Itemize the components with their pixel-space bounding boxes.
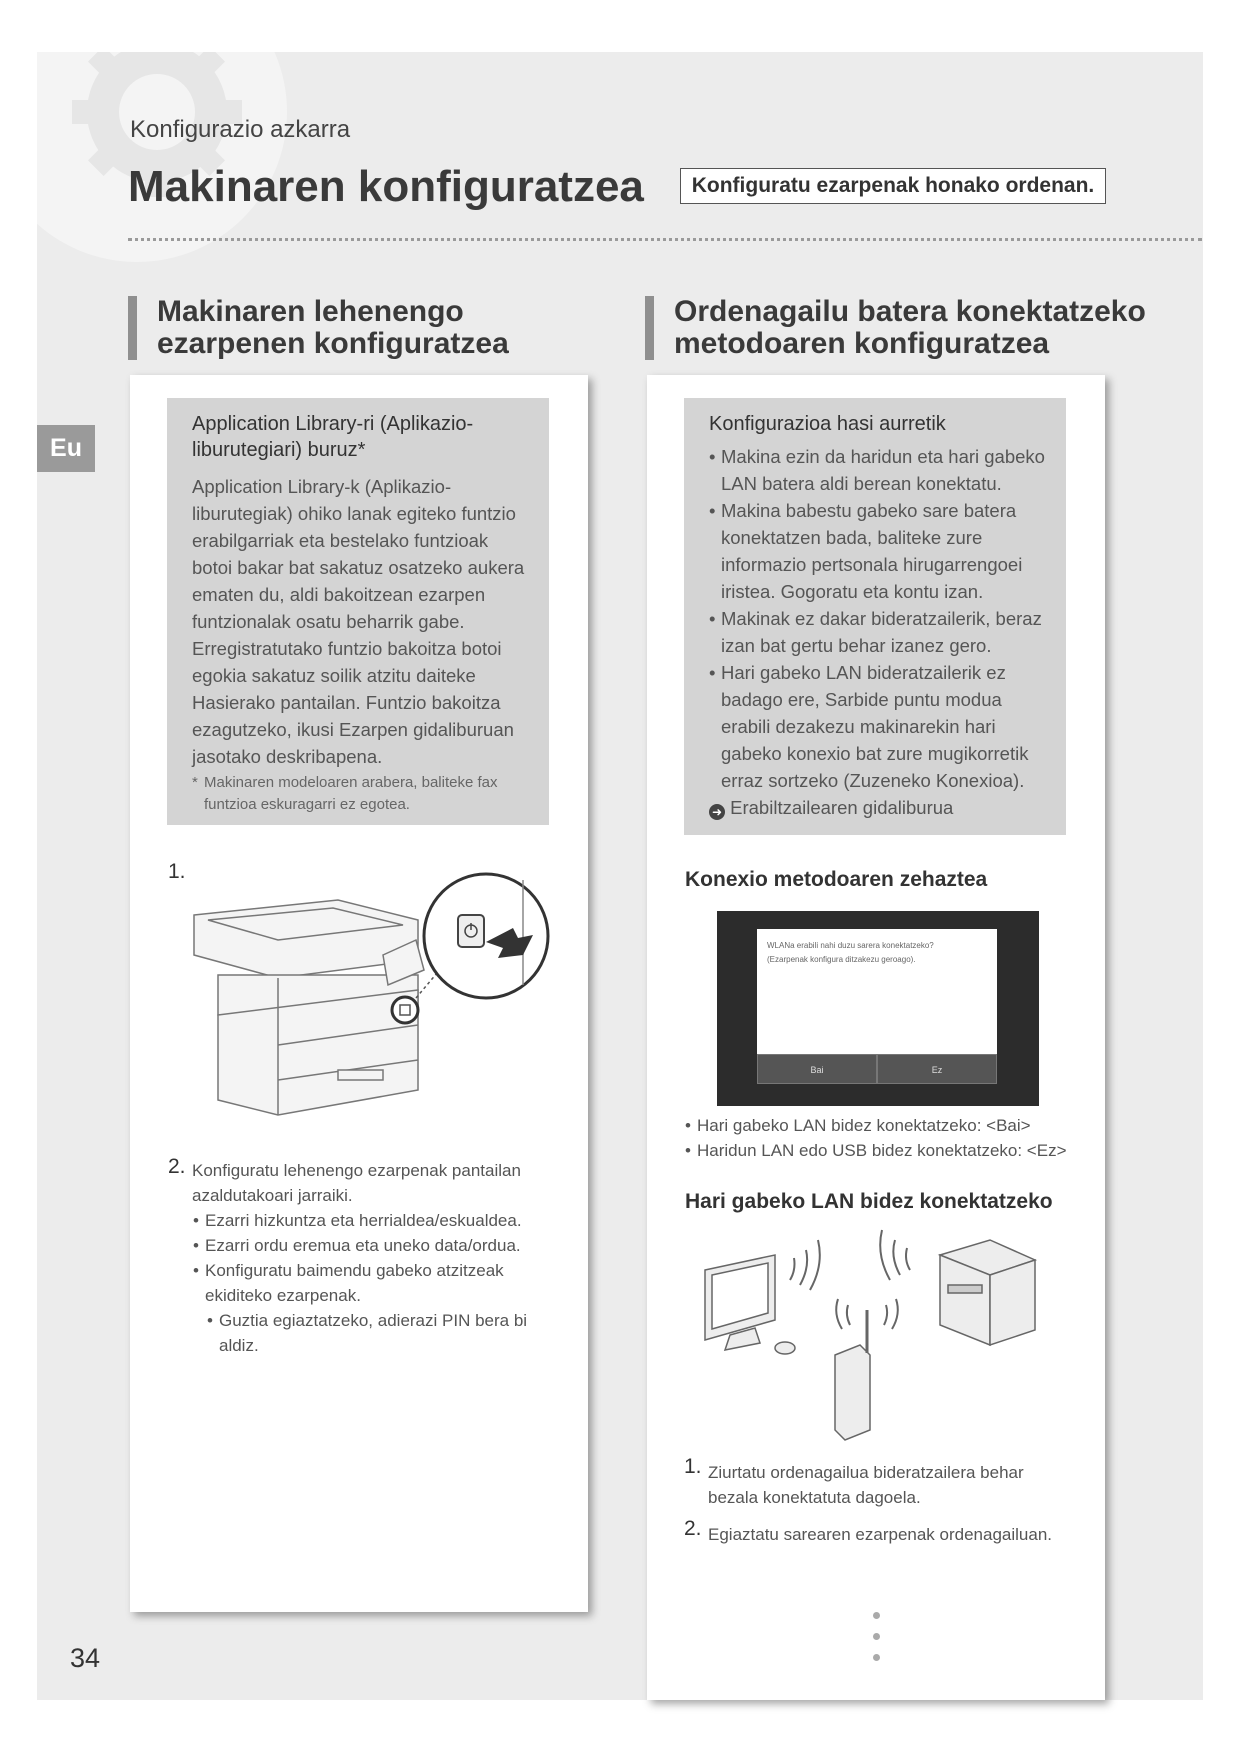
bullet-line: • Makinak ez dakar bideratzailerik, beraz — [721, 608, 1042, 629]
bullet-line: aldiz. — [219, 1336, 259, 1355]
method-bullet: • Hari gabeko LAN bidez konektatzeko: <Bai> — [685, 1113, 1085, 1138]
device-screen-mockup — [717, 911, 1039, 1106]
step-1-number: 1. — [168, 860, 186, 883]
wireless-step-1-number: 1. — [684, 1455, 702, 1478]
bullet-line: • Guztia egiaztatzeko, adierazi PIN bera bi — [219, 1311, 528, 1330]
body-line: Application Library-k (Aplikazio- — [192, 476, 452, 497]
no-button[interactable]: Ez — [877, 1054, 997, 1084]
arrow-right-icon: ➜ — [709, 804, 725, 820]
divider — [128, 238, 1202, 241]
bullet-line: • Hari gabeko LAN bideratzailerik ez — [721, 662, 1006, 683]
bullet-line: ekiditeko ezarpenak. — [205, 1286, 361, 1305]
user-guide-link[interactable] — [709, 794, 1059, 821]
bullet-line: izan bat gertu behar izanez gero. — [721, 635, 992, 656]
step-line: azaldutakoari jarraiki. — [192, 1186, 353, 1205]
language-tab: Eu — [37, 425, 95, 472]
bullet-line: erraz sortzeko (Zuzeneko Konexioa). — [721, 770, 1025, 791]
bullet-line: • Makina babestu gabeko sare batera — [721, 500, 1017, 521]
connection-method-options — [685, 1113, 1085, 1163]
info-bullet — [709, 659, 1059, 794]
screen-question: WLANa erabili nahi duzu sarera konektatzeko? — [767, 941, 934, 950]
bullet-line: konektatzen bada, baliteke zure — [721, 527, 983, 548]
application-library-info-box — [167, 398, 549, 825]
body-line: jasotako deskribapena. — [192, 746, 383, 767]
bullet-line: badago ere, Sarbide puntu modua — [721, 689, 1002, 710]
wireless-step-2-text: Egiaztatu sarearen ezarpenak ordenagailuan. — [708, 1525, 1053, 1544]
body-line: Erregistratutako funtzio bakoitza botoi — [192, 638, 502, 659]
step-2-number: 2. — [168, 1155, 186, 1178]
footnote — [192, 772, 532, 816]
body-line: Hasierako pantailan. Funtzio bakoitza — [192, 692, 501, 713]
continuation-dots — [873, 1612, 881, 1675]
connection-method-title: Konexio metodoaren zehaztea — [685, 868, 988, 891]
link-label: Erabiltzailearen gidaliburua — [730, 797, 954, 818]
body-line: erabilgarriak eta bestelako funtzioak — [192, 530, 489, 551]
body-line: liburutegiak) ohiko lanak egiteko funtzio — [192, 503, 516, 524]
info-bullet — [709, 443, 1059, 497]
note-line: * Makinaren modeloaren arabera, baliteke fax — [204, 774, 498, 791]
info-box-body — [192, 473, 532, 770]
body-line: egokia sakatuz soilik atzitu daiteke — [192, 665, 476, 686]
info-bullet — [709, 497, 1059, 605]
order-note: Konfiguratu ezarpenak honako ordenan. — [680, 168, 1106, 204]
heading-line: metodoaren konfiguratzea — [674, 327, 1050, 360]
bullet-line: • Makina ezin da haridun eta hari gabeko — [721, 446, 1045, 467]
yes-button[interactable]: Bai — [757, 1054, 877, 1084]
info-box-title: Konfigurazioa hasi aurretik — [709, 413, 946, 435]
title-line: Application Library-ri (Aplikazio- — [192, 413, 474, 435]
section-subtitle: Konfigurazio azkarra — [130, 116, 351, 143]
page-title: Makinaren konfiguratzea — [128, 162, 644, 211]
bullet-line: • Konfiguratu baimendu gabeko atzitzeak — [205, 1261, 504, 1280]
step-line: Ziurtatu ordenagailua bideratzailera behar — [708, 1463, 1024, 1482]
page-number: 34 — [70, 1643, 101, 1673]
body-line: funtzionalak osatu beharrik gabe. — [192, 611, 465, 632]
step-sub-bullet — [207, 1308, 562, 1358]
title-line: liburutegiari) buruz* — [192, 439, 366, 461]
step-2-instructions — [192, 1158, 562, 1358]
screen-dialog — [757, 929, 997, 1064]
step-bullet: • Ezarri ordu eremua eta uneko data/ordua. — [193, 1233, 562, 1258]
note-line: funtzioa eskuragarri ez egotea. — [204, 796, 410, 813]
step-bullet: • Ezarri hizkuntza eta herrialdea/eskualdea. — [193, 1208, 562, 1233]
printer-power-illustration — [188, 860, 553, 1130]
dot — [873, 1633, 880, 1640]
screen-question: (Ezarpenak konfigura ditzakezu geroago). — [767, 955, 916, 964]
dot — [873, 1612, 880, 1619]
body-line: ezagutzeko, ikusi Ezarpen gidaliburuan — [192, 719, 514, 740]
step-line: Konfiguratu lehenengo ezarpenak pantailan — [192, 1161, 521, 1180]
bullet-line: LAN batera aldi berean konektatu. — [721, 473, 1002, 494]
step-bullet — [193, 1258, 562, 1308]
wireless-network-illustration — [700, 1225, 1060, 1445]
wireless-step-1-text — [708, 1460, 1098, 1510]
bullet-line: informazio pertsonala hirugarrengoei — [721, 554, 1023, 575]
info-bullet — [709, 605, 1059, 659]
info-box-bullets — [709, 443, 1059, 821]
left-section-heading — [128, 296, 509, 360]
body-line: ematen du, aldi bakoitzean ezarpen — [192, 584, 486, 605]
right-section-heading — [645, 296, 1146, 360]
wireless-step-2-number: 2. — [684, 1517, 702, 1540]
wireless-connection-title: Hari gabeko LAN bidez konektatzeko — [685, 1190, 1053, 1213]
info-box-title — [192, 411, 532, 463]
method-bullet: • Haridun LAN edo USB bidez konektatzeko: <Ez> — [685, 1138, 1085, 1163]
before-setup-info-box — [684, 398, 1066, 835]
step-line: bezala konektatuta dagoela. — [708, 1488, 921, 1507]
heading-line: Makinaren lehenengo — [157, 295, 464, 328]
heading-line: ezarpenen konfiguratzea — [157, 327, 509, 360]
screen-buttons — [757, 1054, 997, 1084]
bullet-line: erabili dezakezu makinarekin hari — [721, 716, 996, 737]
bullet-line: iristea. Gogoratu eta kontu izan. — [721, 581, 984, 602]
body-line: botoi bakar bat sakatuz osatzeko aukera — [192, 557, 525, 578]
bullet-line: gabeko konexio bat zure mugikorretik — [721, 743, 1029, 764]
heading-line: Ordenagailu batera konektatzeko — [674, 295, 1146, 328]
dot — [873, 1654, 880, 1661]
